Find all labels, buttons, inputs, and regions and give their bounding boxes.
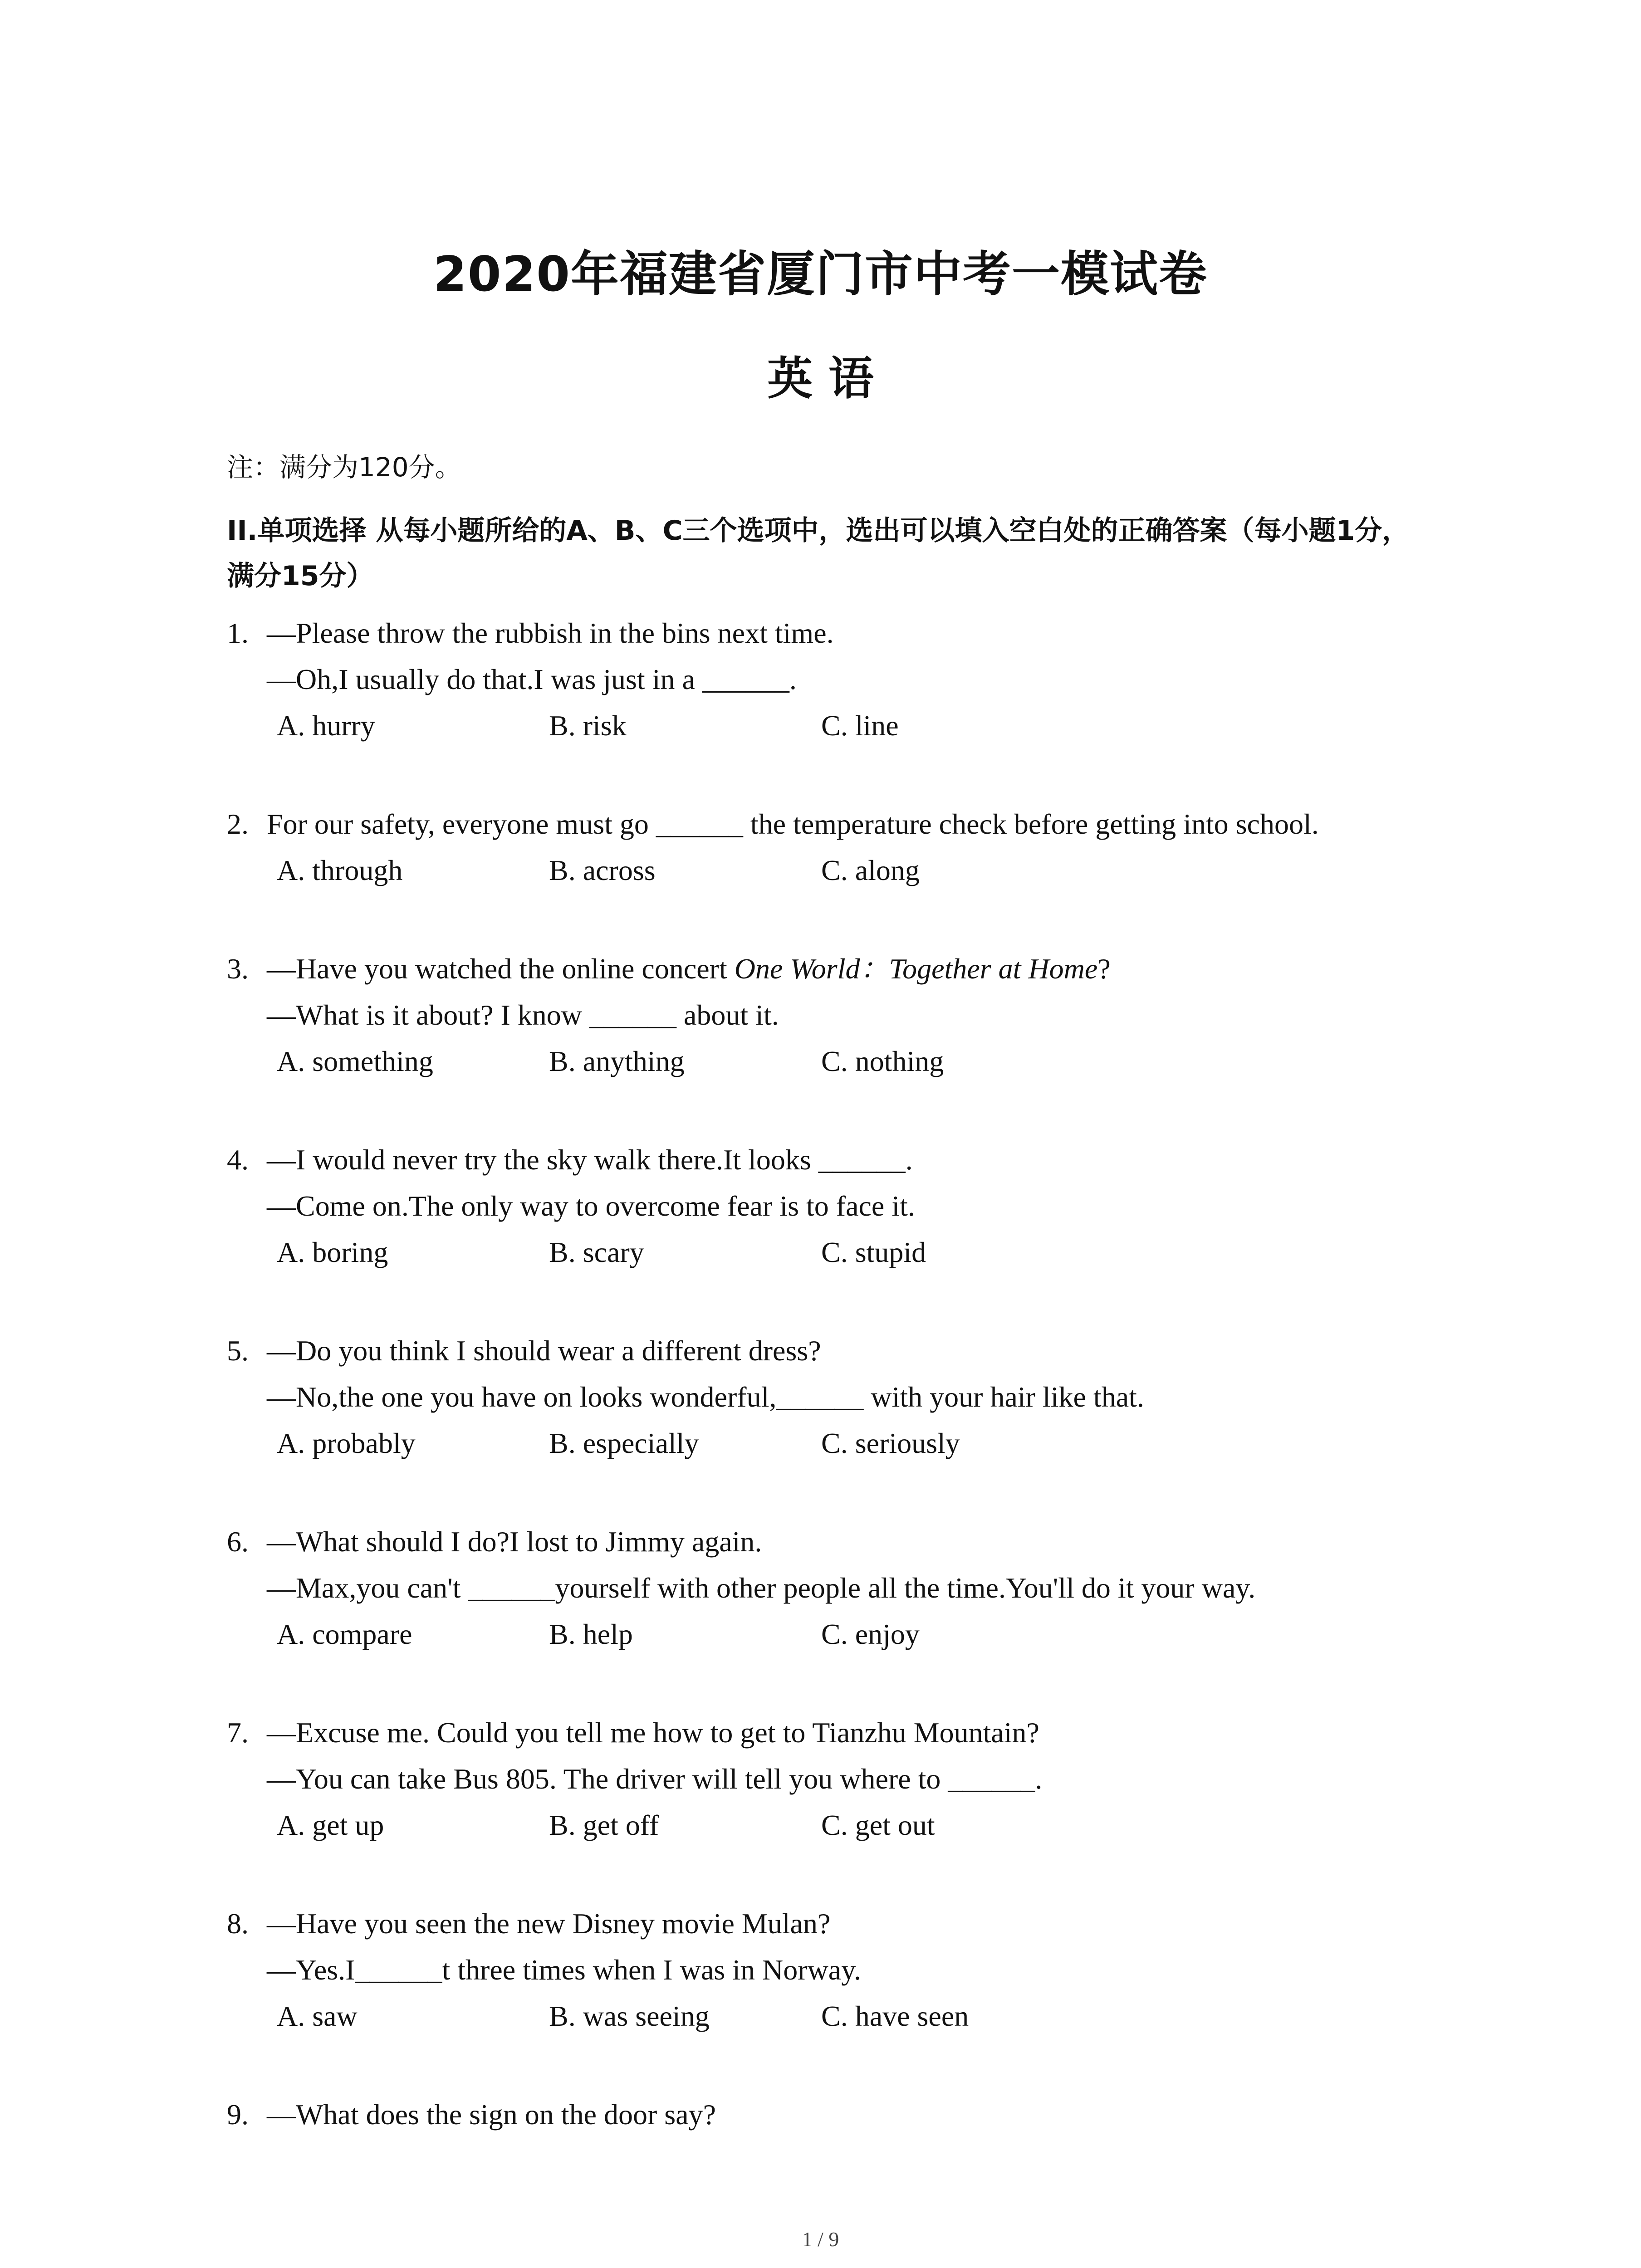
question-line: —What does the sign on the door say? bbox=[267, 2098, 716, 2131]
question-number: 8. bbox=[227, 1907, 249, 1940]
question-line: For our safety, everyone must go ______ the temperature check before getting into school. bbox=[267, 808, 1319, 840]
question-number: 6. bbox=[227, 1525, 249, 1558]
option-c: C. have seen bbox=[821, 2000, 969, 2032]
option-b: B. risk bbox=[549, 709, 627, 742]
option-c: C. enjoy bbox=[821, 1618, 920, 1650]
option-c: C. nothing bbox=[821, 1045, 944, 1077]
question-line-prefix: —Have you watched the online concert bbox=[267, 953, 735, 985]
score-note: 注：满分为120分。 bbox=[227, 452, 461, 483]
question-1 bbox=[227, 610, 1452, 749]
option-b: B. especially bbox=[549, 1427, 699, 1459]
question-line: —I would never try the sky walk there.It looks ______. bbox=[267, 1144, 913, 1176]
question-2 bbox=[227, 801, 1452, 894]
option-a: A. something bbox=[277, 1045, 433, 1077]
option-a: A. saw bbox=[277, 2000, 358, 2032]
question-number: 2. bbox=[227, 808, 249, 840]
question-7 bbox=[227, 1710, 1452, 1848]
option-b: B. anything bbox=[549, 1045, 685, 1077]
option-c: C. seriously bbox=[821, 1427, 960, 1459]
question-line: —Please throw the rubbish in the bins next time. bbox=[267, 617, 834, 649]
question-number: 7. bbox=[227, 1716, 249, 1749]
option-a: A. through bbox=[277, 854, 403, 886]
option-b: B. was seeing bbox=[549, 2000, 710, 2032]
question-line: —What is it about? I know ______ about it. bbox=[267, 999, 779, 1031]
question-line: —Come on.The only way to overcome fear is to face it. bbox=[267, 1190, 915, 1222]
option-c: C. stupid bbox=[821, 1236, 926, 1268]
option-b: B. across bbox=[549, 854, 656, 886]
subject-title: 英 语 bbox=[767, 352, 874, 405]
question-9 bbox=[227, 2092, 1452, 2138]
question-3 bbox=[227, 946, 1452, 1085]
option-c: C. get out bbox=[821, 1809, 935, 1841]
question-line: —Excuse me. Could you tell me how to get to Tianzhu Mountain? bbox=[267, 1716, 1039, 1749]
question-5 bbox=[227, 1328, 1452, 1466]
question-number: 1. bbox=[227, 617, 249, 649]
question-8 bbox=[227, 1901, 1452, 2039]
question-line: —What should I do?I lost to Jimmy again. bbox=[267, 1525, 762, 1558]
question-6 bbox=[227, 1519, 1452, 1657]
question-number: 9. bbox=[227, 2098, 249, 2131]
question-number: 4. bbox=[227, 1144, 249, 1176]
option-a: A. get up bbox=[277, 1809, 384, 1841]
question-line: —Yes.I______t three times when I was in Norway. bbox=[267, 1954, 862, 1986]
question-4 bbox=[227, 1137, 1452, 1276]
question-line: —No,the one you have on looks wonderful,______ with your hair like that. bbox=[267, 1381, 1144, 1413]
question-line: —You can take Bus 805. The driver will tell you where to ______. bbox=[267, 1763, 1043, 1795]
section-heading: II.单项选择 从每小题所给的A、B、C三个选项中，选出可以填入空白处的正确答案（每小题1分，满分15分） bbox=[227, 515, 1410, 592]
option-a: A. compare bbox=[277, 1618, 412, 1650]
concert-title: One World：Together at Home bbox=[734, 953, 1098, 985]
page-number: 1 / 9 bbox=[802, 2228, 839, 2251]
option-c: C. line bbox=[821, 709, 899, 742]
question-list bbox=[227, 610, 1452, 2190]
option-b: B. scary bbox=[549, 1236, 644, 1268]
option-a: A. boring bbox=[277, 1236, 388, 1268]
option-b: B. help bbox=[549, 1618, 633, 1650]
question-line: —Oh,I usually do that.I was just in a ______. bbox=[267, 663, 797, 695]
option-a: A. hurry bbox=[277, 709, 375, 742]
exam-title: 2020年福建省厦门市中考一模试卷 bbox=[433, 246, 1208, 302]
option-c: C. along bbox=[821, 854, 920, 886]
question-line: —Do you think I should wear a different dress? bbox=[267, 1334, 821, 1367]
question-number: 5. bbox=[227, 1334, 249, 1367]
question-line-suffix: ? bbox=[1097, 953, 1111, 985]
question-line: —Have you seen the new Disney movie Mulan? bbox=[267, 1907, 831, 1940]
option-a: A. probably bbox=[277, 1427, 416, 1459]
option-b: B. get off bbox=[549, 1809, 659, 1841]
question-line: —Max,you can't ______yourself with other people all the time.You'll do it your way. bbox=[267, 1572, 1256, 1604]
question-number: 3. bbox=[227, 953, 249, 985]
